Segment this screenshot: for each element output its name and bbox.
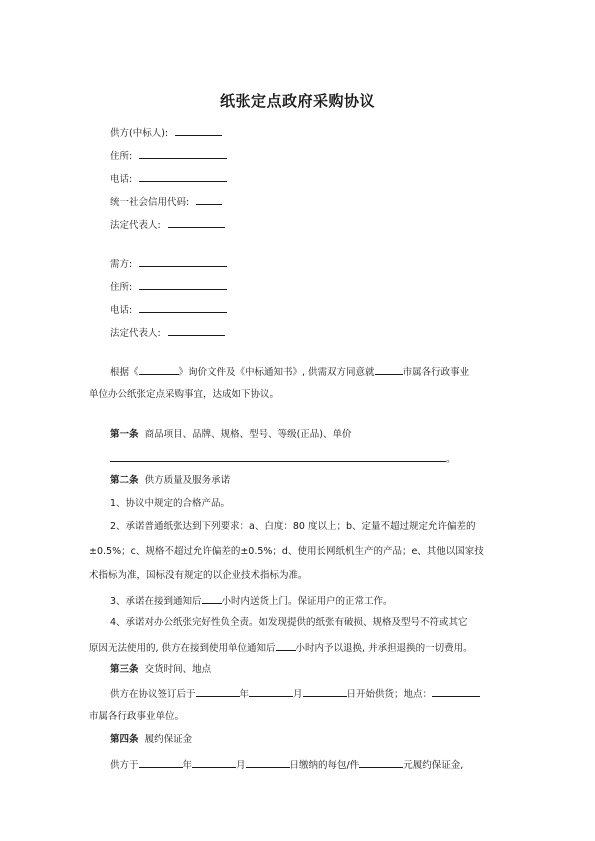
supplier-phone-line [110, 171, 227, 186]
buyer-phone-line [110, 302, 227, 317]
buyer-address-label: 住所: [110, 282, 133, 293]
intro-text: 市属各行政事业 [402, 367, 470, 378]
article-2-return-hours-blank [276, 640, 296, 651]
supplier-legal-rep-blank [168, 217, 225, 228]
article-4-heading: 第四条 [110, 734, 139, 745]
supplier-credit-code-line [110, 194, 222, 209]
article-3-heading: 第三条 [110, 664, 139, 675]
buyer-address-blank [139, 279, 227, 290]
document-title: 纸张定点政府采购协议 [219, 92, 375, 110]
article-4-line-1 [110, 757, 463, 772]
article-3-year-label: 年 [239, 689, 250, 700]
intro-text: 根据《 [110, 367, 139, 378]
article-4-amount-blank [359, 757, 403, 768]
supplier-address-blank [139, 148, 227, 159]
article-2-item-2-line-2: ±0.5%；c、规格不超过允许偏差的±0.5%；d、使用长网纸机生产的产品；e、其他以国家技 [89, 546, 484, 557]
supplier-legal-rep-label: 法定代表人: [110, 220, 161, 231]
article-2-item-2-line-3: 术指标为准，国标没有规定的以企业技术指标为准。 [89, 570, 308, 581]
buyer-name-blank [139, 256, 227, 267]
buyer-name-label: 需方: [110, 259, 133, 270]
intro-city-blank [375, 364, 403, 375]
article-1-end: 。 [446, 454, 456, 465]
article-3-month-label: 月 [293, 689, 303, 700]
supplier-credit-code-label: 统一社会信用代码: [110, 197, 190, 208]
buyer-legal-rep-label: 法定代表人: [110, 328, 161, 339]
article-4-heading-line [110, 733, 192, 746]
supplier-address-label: 住所: [110, 151, 133, 162]
article-1-heading-line [110, 428, 351, 441]
article-2-item-4-line-2 [89, 640, 473, 655]
article-3-day-label: 日开始供货；地点： [346, 689, 433, 700]
buyer-phone-blank [139, 302, 227, 313]
article-4-text: 履约保证金 [144, 734, 193, 745]
article-3-line-2: 市属各行政事业单位。 [89, 711, 185, 722]
article-3-heading-line [110, 663, 211, 676]
article-4-year-blank [139, 757, 183, 768]
article-2-heading: 第二条 [110, 475, 139, 486]
article-2-heading-line [110, 474, 230, 487]
buyer-address-line [110, 279, 227, 294]
article-2-item-2-line-1: 2、承诺普通纸张达到下列要求：a、白度：80 度以上；b、定量不超过规定允许偏差的 [110, 521, 476, 532]
intro-doc-blank [139, 364, 179, 375]
article-1-blank-line [110, 451, 456, 466]
article-3-text: 交货时间、地点 [144, 664, 212, 675]
article-2-item-4-line-1: 4、承诺对办公纸张完好性负全责。如发现提供的纸张有破损、规格及型号不符或其它 [110, 617, 468, 628]
article-2-item-3-text: 小时内送货上门。保证用户的正常工作。 [221, 596, 393, 607]
article-3-month-blank [249, 686, 293, 697]
supplier-phone-label: 电话: [110, 174, 133, 185]
article-1-text: 商品项目、品牌、规格、型号、等级(正品)、单价 [144, 429, 352, 440]
article-2-text: 供方质量及服务承诺 [144, 475, 231, 486]
article-3-location-blank [432, 686, 480, 697]
intro-line-2: 单位办公纸张定点采购事宜，达成如下协议。 [89, 389, 280, 400]
buyer-legal-rep-line [110, 325, 225, 340]
article-3-text: 供方在协议签订后于 [110, 689, 196, 700]
intro-line-1 [110, 364, 469, 379]
article-4-end: 元履约保证金, [403, 760, 464, 771]
article-4-day-label: 日缴纳的每包/件 [289, 760, 360, 771]
buyer-legal-rep-blank [168, 325, 225, 336]
supplier-legal-rep-line [110, 217, 225, 232]
supplier-name-label: 供方(中标人): [110, 128, 169, 139]
article-4-month-blank [192, 757, 236, 768]
article-2-item-1: 1、协议中规定的合格产品。 [110, 498, 231, 509]
article-2-item-3 [110, 593, 393, 608]
article-2-hours-blank [202, 593, 222, 604]
article-4-text: 供方于 [110, 760, 139, 771]
article-3-day-blank [303, 686, 347, 697]
article-4-month-label: 月 [236, 760, 246, 771]
article-3-year-blank [196, 686, 240, 697]
supplier-credit-code-blank [196, 194, 222, 205]
supplier-address-line [110, 148, 227, 163]
buyer-name-line [110, 256, 227, 271]
buyer-phone-label: 电话: [110, 305, 133, 316]
article-1-heading: 第一条 [110, 429, 139, 440]
article-2-item-4-text: 原因无法使用的, 供方在接到使用单位通知后 [89, 643, 276, 654]
article-4-year-label: 年 [182, 760, 193, 771]
article-1-blank [110, 451, 446, 462]
article-2-item-3-text: 3、承诺在接到通知后 [110, 596, 202, 607]
article-3-line-1 [110, 686, 480, 701]
article-4-day-blank [246, 757, 290, 768]
supplier-name-line [110, 125, 222, 140]
intro-text: 》询价文件及《中标通知书》, 供需双方同意就 [178, 367, 375, 378]
article-2-item-4-text: 小时内予以退换, 并承担退换的一切费用。 [295, 643, 473, 654]
supplier-phone-blank [139, 171, 227, 182]
supplier-name-blank [175, 125, 222, 136]
